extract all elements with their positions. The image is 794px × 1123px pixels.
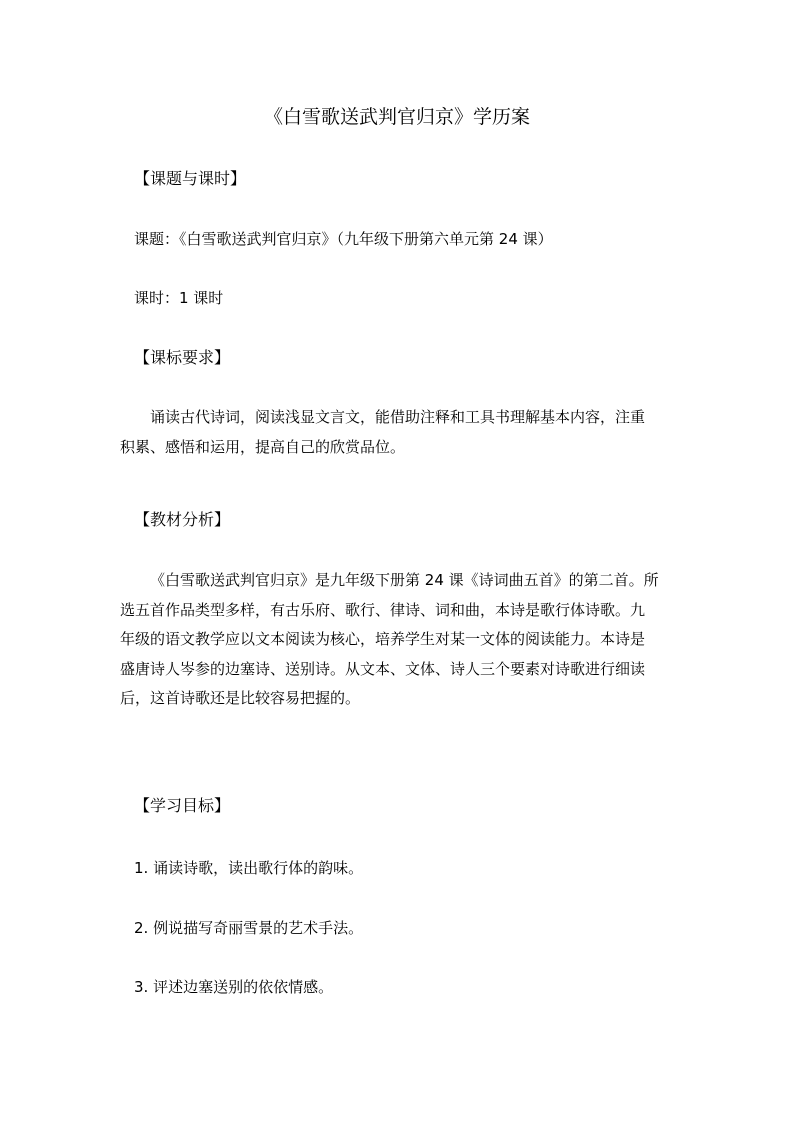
analysis-line-5: 后，这首诗歌还是比较容易把握的。 bbox=[120, 689, 361, 707]
analysis-line-4: 盛唐诗人岑参的边塞诗、送别诗。从文本、文体、诗人三个要素对诗歌进行细读 bbox=[120, 659, 646, 678]
analysis-line-3: 年级的语文教学应以文本阅读为核心，培养学生对某一文体的阅读能力。本诗是 bbox=[120, 630, 646, 648]
goal-item-1: 1. 诵读诗歌，读出歌行体的韵味。 bbox=[134, 859, 364, 877]
analysis-line-2: 选五首作品类型多样，有古乐府、歌行、律诗、词和曲，本诗是歌行体诗歌。九 bbox=[120, 600, 646, 619]
section-heading-topic: 【课题与课时】 bbox=[134, 169, 247, 188]
standards-line-1: 诵读古代诗词，阅读浅显文言文，能借助注释和工具书理解基本内容，注重 bbox=[150, 408, 646, 426]
goal-item-3: 3. 评述边塞送别的依依情感。 bbox=[134, 978, 334, 996]
section-heading-analysis: 【教材分析】 bbox=[134, 510, 231, 529]
goal-item-2: 2. 例说描写奇丽雪景的艺术手法。 bbox=[134, 919, 364, 937]
section-heading-goals: 【学习目标】 bbox=[134, 796, 231, 815]
standards-paragraph bbox=[120, 403, 676, 462]
document-title: 《白雪歌送武判官归京》学历案 bbox=[263, 106, 530, 128]
analysis-paragraph bbox=[120, 566, 676, 714]
standards-line-2: 积累、感悟和运用，提高自己的欣赏品位。 bbox=[120, 437, 406, 456]
section-heading-standards: 【课标要求】 bbox=[134, 348, 231, 367]
analysis-line-1: 《白雪歌送武判官归京》是九年级下册第 24 课《诗词曲五首》的第二首。所 bbox=[150, 571, 659, 589]
lesson-topic-text: 课题：《白雪歌送武判官归京》（九年级下册第六单元第 24 课） bbox=[134, 230, 553, 248]
lesson-hours-text: 课时：1 课时 bbox=[134, 289, 224, 307]
